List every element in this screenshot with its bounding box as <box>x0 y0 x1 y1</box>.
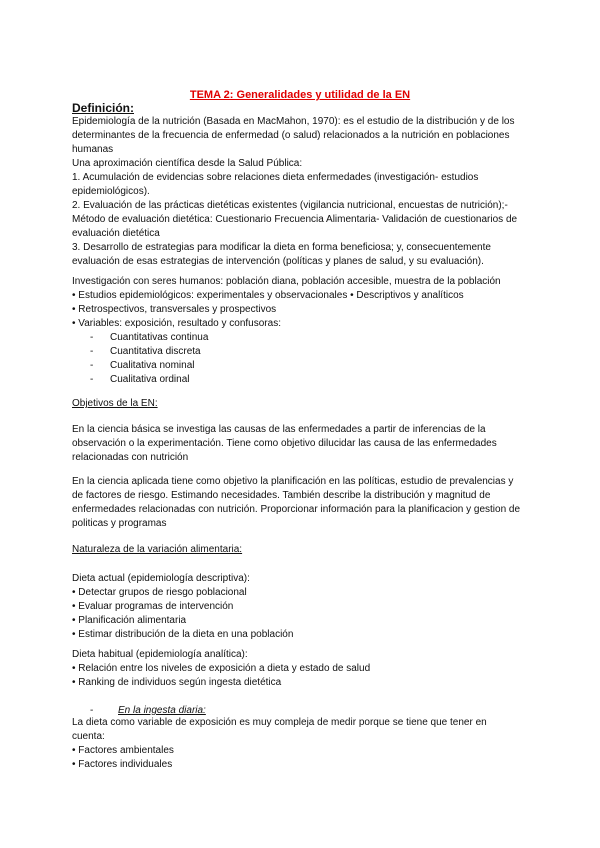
text-line: epidemiológicos). <box>72 186 150 197</box>
text-line: relacionadas con nutrición <box>72 452 189 463</box>
nature-heading: Naturaleza de la variación alimentaria: <box>72 544 243 555</box>
text-line: Investigación con seres humanos: población diana, población accesible, muestra de la población <box>72 276 501 287</box>
text-line: Una aproximación científica desde la Salud Pública: <box>72 158 303 169</box>
investigation-paragraph <box>72 275 532 331</box>
text-line: • Ranking de individuos según ingesta dietética <box>72 677 282 688</box>
text-line: • Factores ambientales <box>72 745 174 756</box>
text-line: observación o la experimentación. Tiene como objetivo dilucidar las causa de las enfermedades <box>72 438 497 449</box>
text-line: • Estudios epidemiológicos: experimentales y observacionales • Descriptivos y analíticos <box>72 290 464 301</box>
list-item: - Cuantitativas continua <box>90 332 209 343</box>
text-line: En la ciencia básica se investiga las causas de las enfermedades a partir de inferencias de la <box>72 424 486 435</box>
definition-paragraph <box>72 115 532 269</box>
text-line: • Relación entre los niveles de exposición a dieta y estado de salud <box>72 663 371 674</box>
text-line: politicas y programas <box>72 518 167 529</box>
text-line: de factores de riesgo. Estimando necesidades. También describe la distribución y magnitud de <box>72 490 491 501</box>
text-line: evaluación de esas estrategias de intervención (políticas y planes de salud, y su evaluación). <box>72 256 484 267</box>
definition-heading: Definición: <box>72 101 134 115</box>
text-line: 3. Desarrollo de estrategias para modificar la dieta en forma beneficiosa; y, consecuentemente <box>72 242 491 253</box>
list-item: - Cuantitativa discreta <box>90 346 201 357</box>
text-line: • Evaluar programas de intervención <box>72 601 234 612</box>
text-line: enfermedades relacionadas con nutrición. Proporcionar información para la planificacion y gestion de <box>72 504 521 515</box>
basic-science-paragraph <box>72 423 532 465</box>
text-line: En la ciencia aplicada tiene como objetivo la planificación en las políticas, estudio de prevalencias y <box>72 476 514 487</box>
text-line: • Estimar distribución de la dieta en una población <box>72 629 294 640</box>
text-line: cuenta: <box>72 731 105 742</box>
daily-intake-heading: En la ingesta diaria: <box>118 705 206 716</box>
text-line: Método de evaluación dietética: Cuestionario Frecuencia Alimentaria- Validación de cuestionarios de <box>72 214 518 225</box>
list-item: - Cualitativa nominal <box>90 360 195 371</box>
applied-science-paragraph <box>72 475 532 531</box>
list-item: - Cualitativa ordinal <box>90 374 190 385</box>
text-line: determinantes de la frecuencia de enfermedad (o salud) relacionados a la nutrición en poblaciones <box>72 130 510 141</box>
text-line: • Retrospectivos, transversales y prospectivos <box>72 304 277 315</box>
text-line: • Detectar grupos de riesgo poblacional <box>72 587 247 598</box>
document-title: TEMA 2: Generalidades y utilidad de la EN <box>189 89 411 101</box>
text-line: Dieta habitual (epidemiología analítica): <box>72 649 248 660</box>
objectives-heading: Objetivos de la EN: <box>72 398 158 409</box>
text-line: 2. Evaluación de las prácticas dietéticas existentes (vigilancia nutricional, encuestas de nutrición);- <box>72 200 508 211</box>
text-line: • Variables: exposición, resultado y confusoras: <box>72 318 281 329</box>
text-line: La dieta como variable de exposición es muy compleja de medir porque se tiene que tener en <box>72 717 487 728</box>
current-diet-paragraph <box>72 572 532 642</box>
habitual-diet-paragraph <box>72 648 532 690</box>
text-line: Epidemiología de la nutrición (Basada en MacMahon, 1970): es el estudio de la distribución y de los <box>72 116 515 127</box>
text-line: humanas <box>72 144 114 155</box>
text-line: evaluación dietética <box>72 228 160 239</box>
text-line: • Planificación alimentaria <box>72 615 187 626</box>
text-line: Dieta actual (epidemiología descriptiva): <box>72 573 250 584</box>
list-dash: - <box>90 705 94 716</box>
variable-types-list <box>90 331 208 387</box>
text-line: • Factores individuales <box>72 759 173 770</box>
daily-intake-paragraph <box>72 716 532 772</box>
text-line: 1. Acumulación de evidencias sobre relaciones dieta enfermedades (investigación- estudios <box>72 172 479 183</box>
